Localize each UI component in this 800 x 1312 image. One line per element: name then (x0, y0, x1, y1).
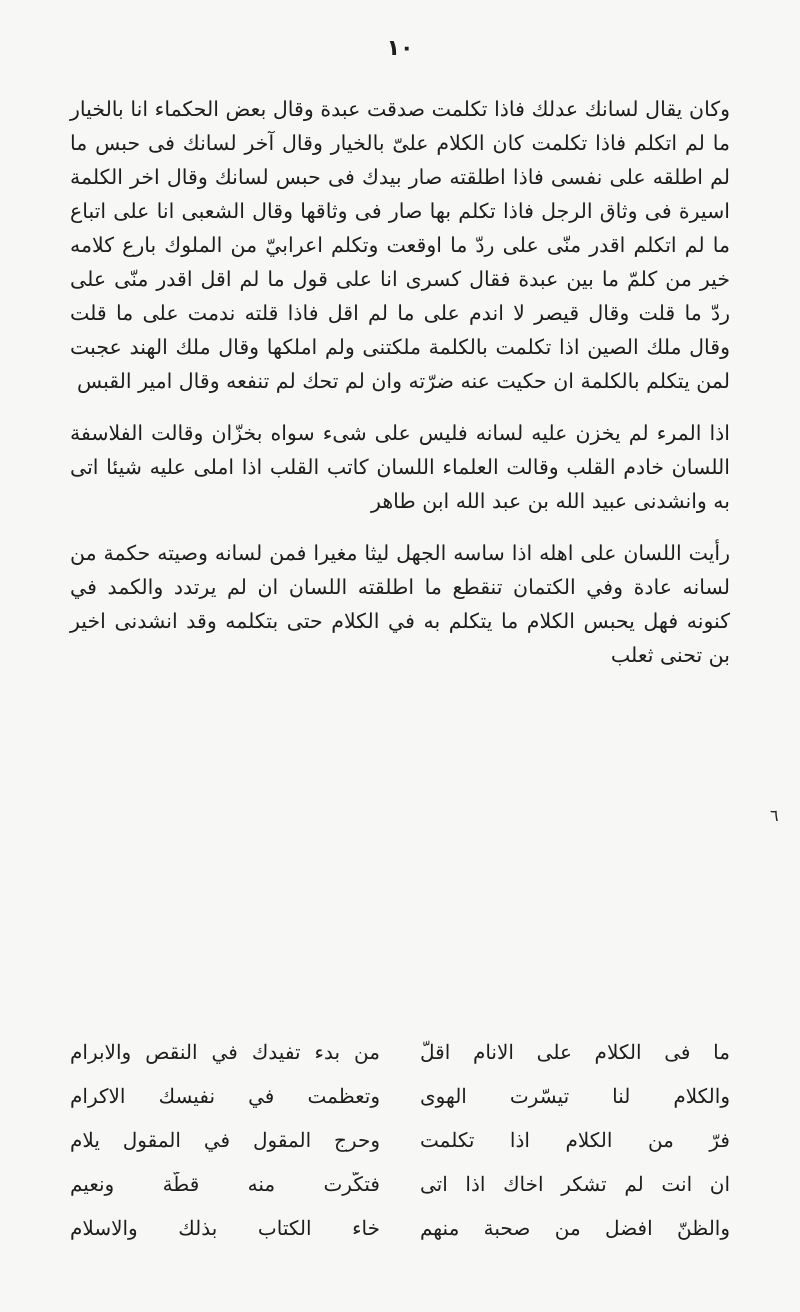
verse-second-hemistich: فتكّرت منه قطّة ونعيم (70, 1172, 380, 1196)
verse-first-hemistich: فرّ من الكلام اذا تكلمت (420, 1128, 730, 1152)
body-text (70, 92, 730, 690)
paragraph: رأيت اللسان على اهله اذا ساسه الجهل ليثا مغيرا فمن لسانه وصيته حكمة من لسانه عادة وفي الكتمان تنقطع ما اطلقته اللسان ان لم يرتدد والكمد في كنونه فهل يحبس الكلام ما يتكلم به في الكلام حتى بتكلمه وقد انشدنى اخير بن تحنى ثعلب (70, 541, 730, 667)
paragraph: اذا المرء لم يخزن عليه لسانه فليس على شىء سواه بخزّان وقالت الفلاسفة اللسان خادم القلب وقالت العلماء اللسان كاتب القلب اذا املى عليه شيئا اتى به وانشدنى عبيد الله بن عبد الله ابن طاهر (70, 421, 730, 513)
verse-line (70, 1206, 730, 1250)
verse-first-hemistich: ان انت لم تشكر اخاك اذا اتى (420, 1172, 730, 1196)
verse-first-hemistich: ما فى الكلام على الانام اقلّ (420, 1040, 730, 1064)
verse-second-hemistich: من بدء تفيدك في النقص والابرام (70, 1040, 380, 1064)
verse-line (70, 1030, 730, 1074)
verse-first-hemistich: والظنّ افضل من صحبة منهم (420, 1216, 730, 1240)
margin-number: ٦ (770, 806, 779, 825)
verse-line (70, 1162, 730, 1206)
verse-second-hemistich: وتعظمت في نفيسك الاكرام (70, 1084, 380, 1108)
verse-first-hemistich: والكلام لنا تيسّرت الهوى (420, 1084, 730, 1108)
verse-line (70, 1118, 730, 1162)
verse-second-hemistich: خاء الكتاب بذلك والاسلام (70, 1216, 380, 1240)
verse-second-hemistich: وحرج المقول في المقول يلام (70, 1128, 380, 1152)
page-number: ١٠ (386, 36, 414, 61)
paragraph: وكان يقال لسانك عدلك فاذا تكلمت صدقت عبدة وقال بعض الحكماء انا بالخيار ما لم اتكلم فاذا تكلمت كان الكلام علىّ بالخيار وقال آخر لسانك فى حبس ما لم اطلقه على نفسى فاذا اطلقته صار بيدك فى حبس لسانك وقال اخر الكلمة اسيرة فى وثاق الرجل فاذا تكلم بها صار فى وثاقها وقال الشعبى انا على اتباع ما لم اتكلم اقدر منّى على ردّ ما اوقعت وتكلم اعرابيّ من الملوك بارع كلامه خير من كلمّ ما بين عبدة فقال كسرى انا على قول ما لم اقل اقدر منّى على ردّ ما قلت وقال قيصر لا اندم على ما لم اقل فاذا قلته ندمت على ما قلت وقال ملك الصين اذا تكلمت بالكلمة ملكتنى ولم املكها وقال ملك الهند عجبت لمن يتكلم بالكلمة ان حكيت عنه ضرّته وان لم تحك لم تنفعه وقال امير القبس (70, 97, 730, 393)
verse-block (70, 1030, 730, 1250)
verse-line (70, 1074, 730, 1118)
